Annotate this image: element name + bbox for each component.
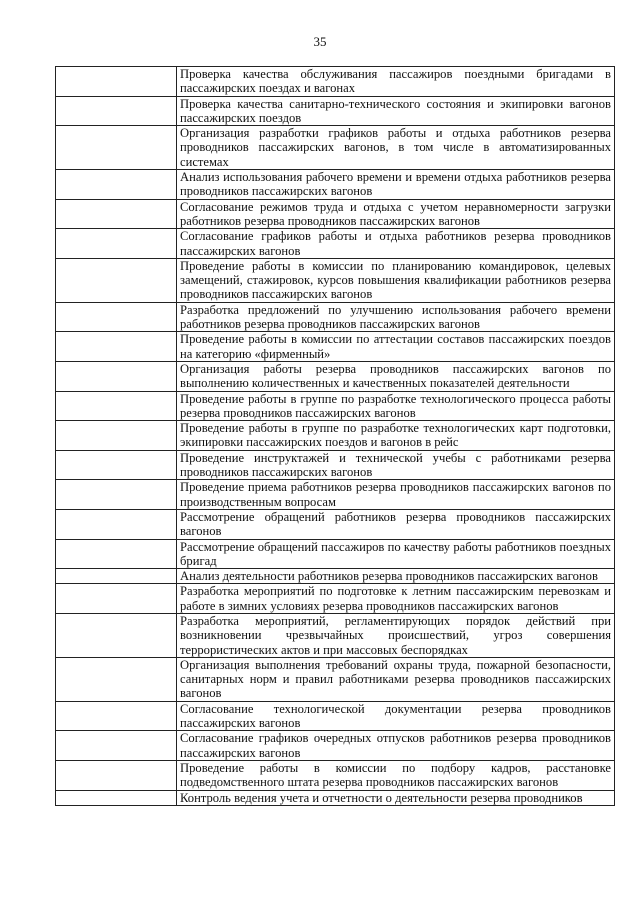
empty-left-cell bbox=[56, 67, 177, 97]
table-row bbox=[56, 361, 615, 391]
function-text: Проверка качества обслуживания пассажиров поездными бригадами в пассажирских поездах и вагонах bbox=[180, 67, 611, 96]
function-text: Проведение работы в комиссии по планированию командировок, целевых замещений, стажировок, курсов повышения квалификации работников резерва проводников пассажирских вагонов bbox=[180, 258, 611, 302]
empty-left-cell bbox=[56, 480, 177, 510]
function-cell bbox=[177, 480, 615, 510]
function-text: Проверка качества санитарно-технического состояния и экипировки вагонов пассажирских поездов bbox=[180, 96, 611, 125]
function-cell bbox=[177, 584, 615, 614]
table-row bbox=[56, 199, 615, 229]
table-row bbox=[56, 421, 615, 451]
function-text: Рассмотрение обращений пассажиров по качеству работы работников поездных бригад bbox=[180, 539, 611, 568]
table-row bbox=[56, 657, 615, 701]
function-text: Анализ деятельности работников резерва проводников пассажирских вагонов bbox=[180, 569, 598, 584]
function-text: Согласование графиков очередных отпусков работников резерва проводников пассажирских вагонов bbox=[180, 731, 611, 760]
function-text: Анализ использования рабочего времени и времени отдыха работников резерва проводников пассажирских вагонов bbox=[180, 170, 611, 199]
empty-left-cell bbox=[56, 361, 177, 391]
function-cell bbox=[177, 170, 615, 200]
table-row bbox=[56, 450, 615, 480]
empty-left-cell bbox=[56, 391, 177, 421]
empty-left-cell bbox=[56, 126, 177, 170]
table-row bbox=[56, 509, 615, 539]
function-cell bbox=[177, 229, 615, 259]
empty-left-cell bbox=[56, 613, 177, 657]
table-row bbox=[56, 302, 615, 332]
table-row bbox=[56, 229, 615, 259]
table-row bbox=[56, 731, 615, 761]
function-cell bbox=[177, 361, 615, 391]
function-cell bbox=[177, 96, 615, 126]
function-cell bbox=[177, 569, 615, 584]
function-cell bbox=[177, 332, 615, 362]
empty-left-cell bbox=[56, 539, 177, 569]
page-number: 35 bbox=[313, 34, 327, 49]
table-row bbox=[56, 701, 615, 731]
empty-left-cell bbox=[56, 569, 177, 584]
function-text: Разработка мероприятий, регламентирующих порядок действий при возникновении чрезвычайных происшествий, угроз совершения террористических актов и при массовых беспорядках bbox=[180, 613, 611, 657]
function-cell bbox=[177, 126, 615, 170]
function-cell bbox=[177, 258, 615, 302]
table-row bbox=[56, 126, 615, 170]
functions-table-body bbox=[56, 67, 615, 806]
function-text: Организация работы резерва проводников пассажирских вагонов по выполнению количественных и качественных показателей деятельности bbox=[180, 361, 611, 391]
table-row bbox=[56, 584, 615, 614]
function-text: Проведение приема работников резерва проводников пассажирских вагонов по производственным вопросам bbox=[180, 480, 611, 509]
function-cell bbox=[177, 613, 615, 657]
function-text: Разработка мероприятий по подготовке к летним пассажирским перевозкам и работе в зимних условиях резерва проводников пассажирских вагонов bbox=[180, 584, 611, 613]
table-row bbox=[56, 67, 615, 97]
function-cell bbox=[177, 760, 615, 790]
function-cell bbox=[177, 421, 615, 451]
functions-table bbox=[55, 66, 615, 806]
empty-left-cell bbox=[56, 332, 177, 362]
empty-left-cell bbox=[56, 509, 177, 539]
empty-left-cell bbox=[56, 790, 177, 805]
function-text: Согласование технологической документации резерва проводников пассажирских вагонов bbox=[180, 701, 611, 731]
empty-left-cell bbox=[56, 657, 177, 701]
table-row bbox=[56, 539, 615, 569]
function-text: Проведение работы в группе по разработке технологического процесса работы резерва проводников пассажирских вагонов bbox=[180, 391, 611, 420]
empty-left-cell bbox=[56, 96, 177, 126]
function-cell bbox=[177, 450, 615, 480]
empty-left-cell bbox=[56, 229, 177, 259]
function-cell bbox=[177, 509, 615, 539]
table-row bbox=[56, 569, 615, 584]
function-text: Рассмотрение обращений работников резерва проводников пассажирских вагонов bbox=[180, 509, 611, 539]
function-text: Проведение работы в комиссии по аттестации составов пассажирских поездов на категорию «фирменный» bbox=[180, 332, 611, 361]
empty-left-cell bbox=[56, 584, 177, 614]
empty-left-cell bbox=[56, 258, 177, 302]
function-cell bbox=[177, 731, 615, 761]
function-text: Организация выполнения требований охраны труда, пожарной безопасности, санитарных норм и правил работниками резерва проводников пассажирских вагонов bbox=[180, 657, 611, 701]
table-row bbox=[56, 760, 615, 790]
empty-left-cell bbox=[56, 731, 177, 761]
function-cell bbox=[177, 657, 615, 701]
function-text: Контроль ведения учета и отчетности о деятельности резерва проводников bbox=[180, 790, 583, 805]
function-cell bbox=[177, 302, 615, 332]
function-cell bbox=[177, 199, 615, 229]
table-row bbox=[56, 332, 615, 362]
empty-left-cell bbox=[56, 760, 177, 790]
table-row bbox=[56, 258, 615, 302]
function-cell bbox=[177, 539, 615, 569]
function-cell bbox=[177, 790, 615, 805]
function-text: Согласование режимов труда и отдыха с учетом неравномерности загрузки работников резерва проводников пассажирских вагонов bbox=[180, 199, 611, 228]
table-row bbox=[56, 613, 615, 657]
empty-left-cell bbox=[56, 701, 177, 731]
function-text: Проведение работы в комиссии по подбору кадров, расстановке подведомственного штата резерва проводников пассажирских вагонов bbox=[180, 760, 611, 790]
function-text: Разработка предложений по улучшению использования рабочего времени работников резерва проводников пассажирских вагонов bbox=[180, 302, 611, 332]
function-cell bbox=[177, 391, 615, 421]
function-cell bbox=[177, 701, 615, 731]
function-text: Проведение работы в группе по разработке технологических карт подготовки, экипировки пассажирских поездов и вагонов в рейс bbox=[180, 421, 611, 450]
function-text: Организация разработки графиков работы и отдыха работников резерва проводников пассажирских вагонов, в том числе в автоматизированных системах bbox=[180, 126, 611, 169]
empty-left-cell bbox=[56, 170, 177, 200]
table-row bbox=[56, 391, 615, 421]
table-row bbox=[56, 96, 615, 126]
empty-left-cell bbox=[56, 199, 177, 229]
empty-left-cell bbox=[56, 302, 177, 332]
empty-left-cell bbox=[56, 421, 177, 451]
table-row bbox=[56, 170, 615, 200]
function-text: Проведение инструктажей и технической учебы с работниками резерва проводников пассажирских вагонов bbox=[180, 450, 611, 480]
table-row bbox=[56, 790, 615, 805]
function-text: Согласование графиков работы и отдыха работников резерва проводников пассажирских вагонов bbox=[180, 229, 611, 258]
function-cell bbox=[177, 67, 615, 97]
table-row bbox=[56, 480, 615, 510]
empty-left-cell bbox=[56, 450, 177, 480]
